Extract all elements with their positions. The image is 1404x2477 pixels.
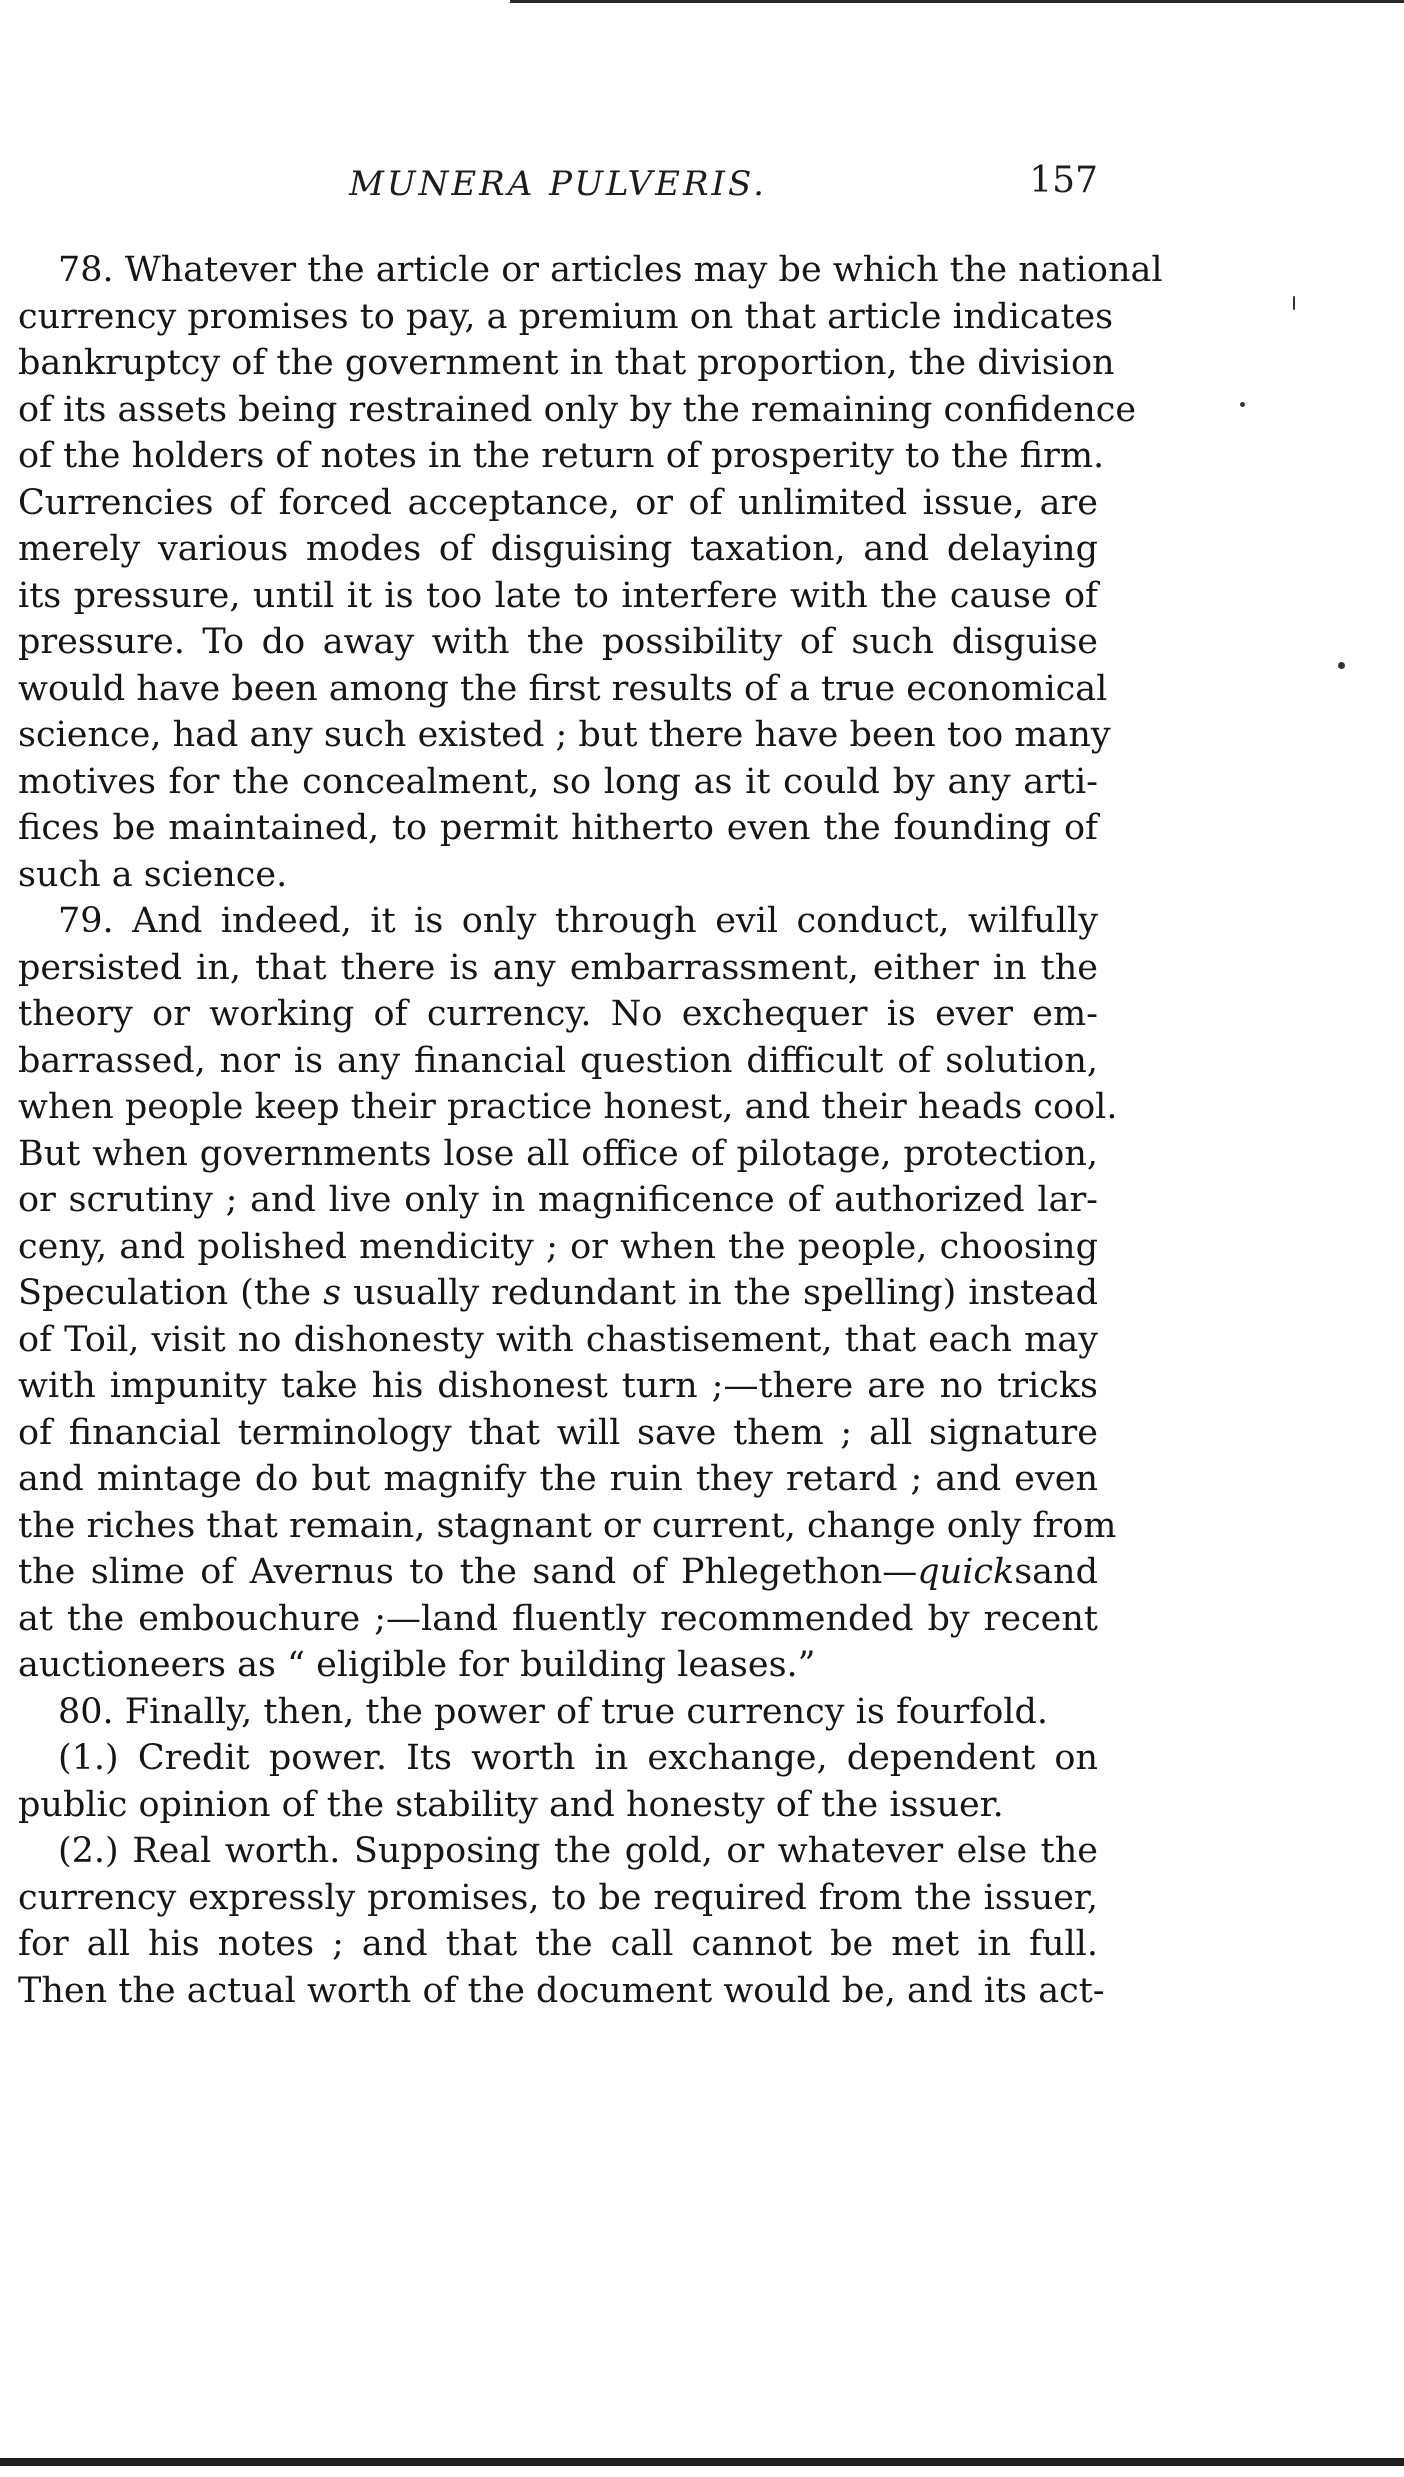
text-line: auctioneers as “ eligible for building leases.” — [18, 1645, 816, 1685]
text-line: for all his notes ; and that the call cannot be met in full. — [18, 1924, 1098, 1964]
bottom-page-edge-rule — [0, 2458, 1404, 2466]
text-line: such a science. — [18, 854, 288, 895]
text-line: when people keep their practice honest, and their heads cool. — [18, 1087, 1118, 1127]
text-line: the riches that remain, stagnant or current, change only from — [18, 1505, 1117, 1546]
body-text — [18, 247, 1163, 2014]
text-line: Speculation (the s usually redundant in the spelling) instead — [18, 1273, 1098, 1313]
text-line: (1.) Credit power. Its worth in exchange, dependent on — [58, 1738, 1098, 1778]
text-line: currency expressly promises, to be required from the issuer, — [18, 1877, 1098, 1918]
text-line: would have been among the first results of a true economical — [18, 668, 1108, 709]
text-line: bankruptcy of the government in that proportion, the division — [18, 343, 1115, 383]
text-line: public opinion of the stability and honesty of the issuer. — [18, 1784, 1004, 1825]
text-line: merely various modes of disguising taxation, and delaying — [18, 529, 1098, 569]
text-line: with impunity take his dishonest turn ;—there are no tricks — [18, 1366, 1098, 1406]
text-line: fices be maintained, to permit hitherto even the founding of — [18, 808, 1098, 848]
text-line: of financial terminology that will save them ; all signature — [18, 1412, 1098, 1453]
text-line: 80. Finally, then, the power of true currency is fourfold. — [58, 1691, 1049, 1732]
text-line: at the embouchure ;—land fluently recommended by recent — [18, 1598, 1098, 1639]
top-page-edge-rule — [510, 0, 1404, 3]
text-line: ceny, and polished mendicity ; or when the people, choosing — [18, 1226, 1098, 1267]
text-line: its pressure, until it is too late to interfere with the cause of — [18, 575, 1098, 616]
text-line: Currencies of forced acceptance, or of unlimited issue, are — [18, 482, 1098, 523]
text-line: the slime of Avernus to the sand of Phlegethon—quicksand — [18, 1552, 1098, 1592]
scan-speck — [1293, 296, 1295, 310]
scan-speck — [1240, 402, 1245, 407]
scan-speck — [1338, 662, 1345, 669]
text-line: persisted in, that there is any embarrassment, either in the — [18, 947, 1098, 988]
text-line: (2.) Real worth. Supposing the gold, or whatever else the — [58, 1831, 1098, 1871]
text-line: But when governments lose all office of pilotage, protection, — [18, 1133, 1098, 1174]
text-line: theory or working of currency. No exchequer is ever em- — [18, 994, 1098, 1034]
text-line: or scrutiny ; and live only in magnificence of authorized lar- — [18, 1180, 1098, 1220]
text-line: of Toil, visit no dishonesty with chastisement, that each may — [18, 1319, 1098, 1360]
text-line: of its assets being restrained only by the remaining confidence — [18, 389, 1137, 430]
text-line: barrassed, nor is any financial question difficult of solution, — [18, 1040, 1098, 1081]
text-line: of the holders of notes in the return of prosperity to the firm. — [18, 436, 1105, 476]
text-line: Then the actual worth of the document would be, and its act- — [18, 1970, 1105, 2011]
text-line: science, had any such existed ; but there have been too many — [18, 715, 1111, 755]
running-title: MUNERA PULVERIS. — [349, 164, 767, 204]
text-line: and mintage do but magnify the ruin they retard ; and even — [18, 1459, 1098, 1499]
page-number: 157 — [1029, 160, 1098, 201]
text-line: 79. And indeed, it is only through evil conduct, wilfully — [58, 901, 1098, 941]
text-line: pressure. To do away with the possibility of such disguise — [18, 622, 1098, 662]
page-header — [18, 158, 1098, 214]
text-line: motives for the concealment, so long as it could by any arti- — [18, 761, 1098, 802]
text-line: 78. Whatever the article or articles may be which the national — [58, 250, 1163, 290]
text-line: currency promises to pay, a premium on that article indicates — [18, 296, 1114, 337]
